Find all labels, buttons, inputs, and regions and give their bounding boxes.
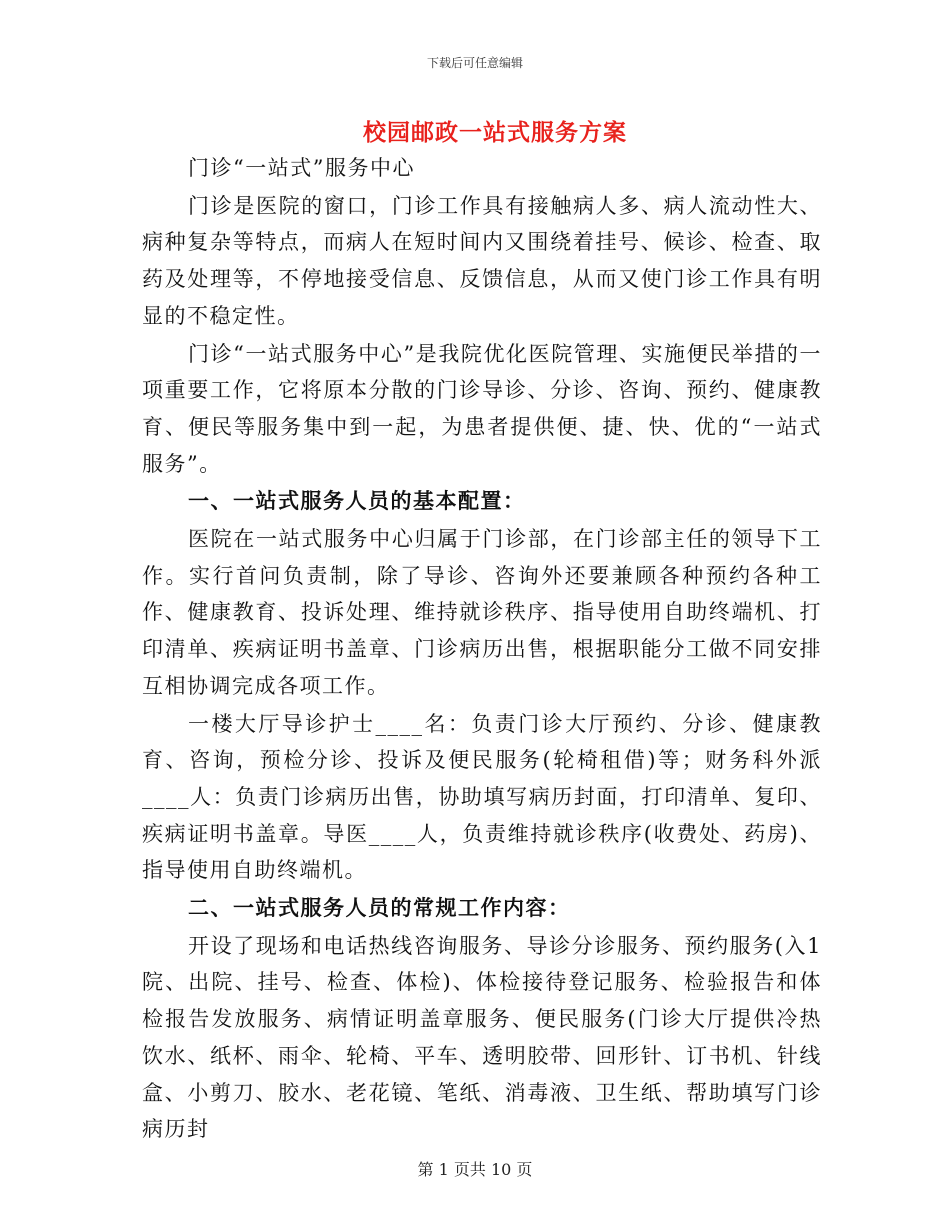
page-number: 第 1 页共 10 页 bbox=[417, 1160, 533, 1179]
header-note: 下载后可任意编辑 bbox=[426, 56, 523, 70]
section-heading-basic-config: 一、一站式服务人员的基本配置： bbox=[188, 488, 526, 514]
paragraph-basic-config: 医院在一站式服务中心归属于门诊部，在门诊部主任的领导下工作。实行首问负责制，除了导诊、咨询外还要兼顾各种预约各种工作、健康教育、投诉处理、维持就诊秩序、指导使用自助终端机、打印清单、疾病证明书盖章、门诊病历出售，根据职能分工做不同安排互相协调完成各项工作。 bbox=[142, 527, 822, 698]
document-title: 校园邮政一站式服务方案 bbox=[363, 119, 627, 146]
document-body bbox=[142, 150, 822, 1148]
paragraph-subtitle: 门诊“一站式”服务中心 bbox=[188, 156, 415, 180]
paragraph-routine-work: 开设了现场和电话热线咨询服务、导诊分诊服务、预约服务(入1院、出院、挂号、检查、体检)、体检接待登记服务、检验报告和体检报告发放服务、病情证明盖章服务、便民服务(门诊大厅提供冷热饮水、纸杯、雨伞、轮椅、平车、透明胶带、回形针、订书机、针线盒、小剪刀、胶水、老花镜、笔纸、消毒液、卫生纸、帮助填写门诊病历封 bbox=[142, 933, 822, 1142]
section-heading-routine-work: 二、一站式服务人员的常规工作内容： bbox=[188, 895, 571, 921]
paragraph-intro: 门诊是医院的窗口，门诊工作具有接触病人多、病人流动性大、病种复杂等特点，而病人在短时间内又围绕着挂号、候诊、检查、取药及处理等，不停地接受信息、反馈信息，从而又使门诊工作具有明显的不稳定性。 bbox=[142, 193, 822, 328]
paragraph-center-description: 门诊“一站式服务中心”是我院优化医院管理、实施便民举措的一项重要工作，它将原本分散的门诊导诊、分诊、咨询、预约、健康教育、便民等服务集中到一起，为患者提供便、捷、快、优的“一站式服务”。 bbox=[142, 341, 822, 476]
paragraph-staffing: 一楼大厅导诊护士____名：负责门诊大厅预约、分诊、健康教育、咨询，预检分诊、投诉及便民服务(轮椅租借)等；财务科外派____人：负责门诊病历出售，协助填写病历封面，打印清单、复印、疾病证明书盖章。导医____人，负责维持就诊秩序(收费处、药房)、指导使用自助终端机。 bbox=[142, 711, 822, 883]
